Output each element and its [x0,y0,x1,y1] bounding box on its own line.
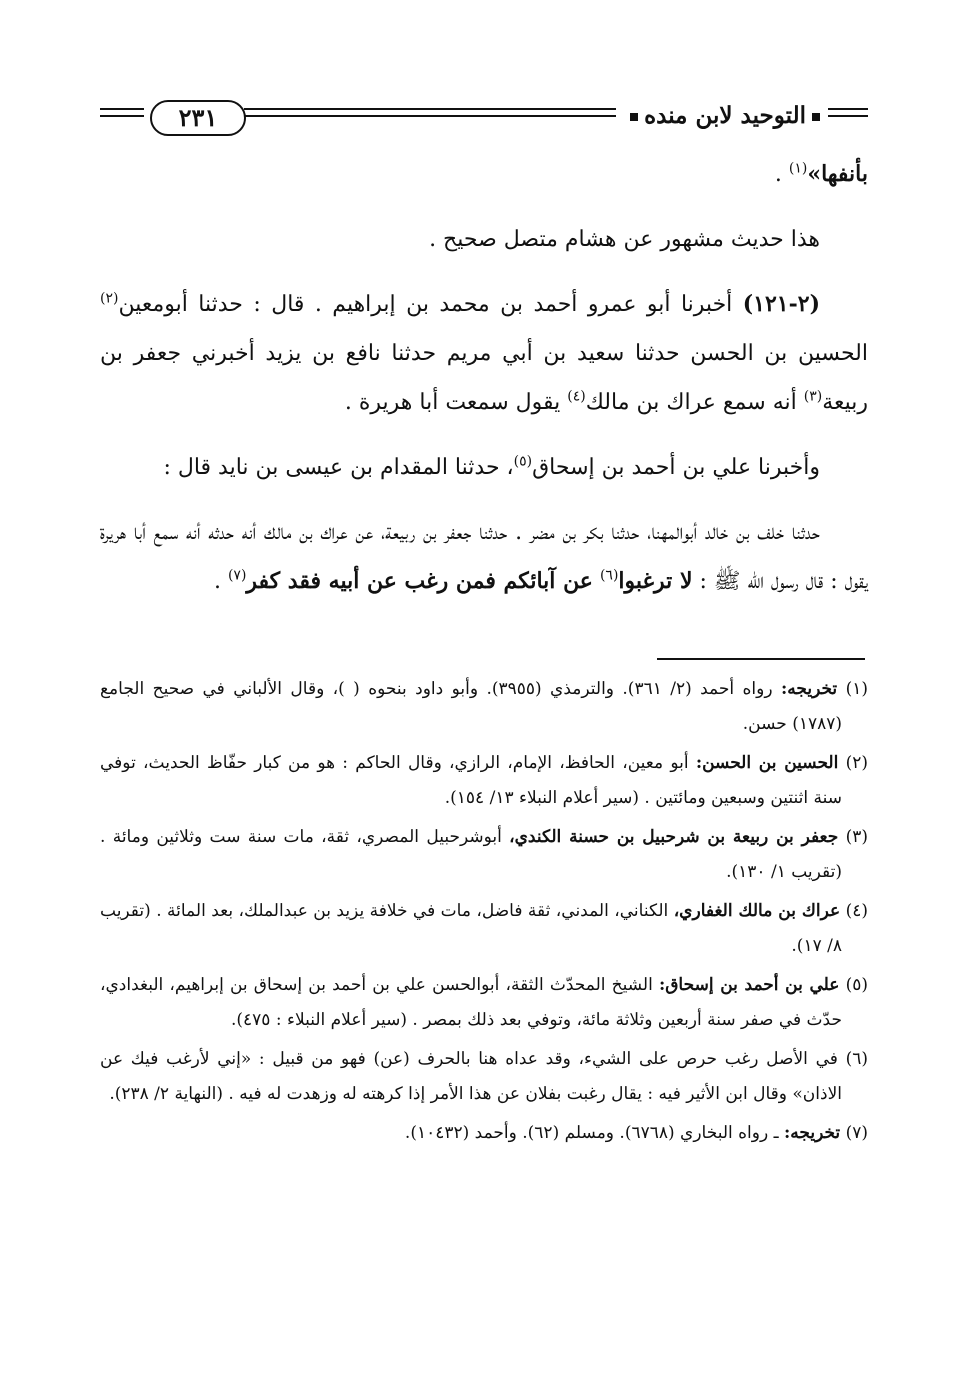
footnote-ref: (٢) [100,290,119,307]
footnote-number: (١) [845,679,868,699]
footnote-ref: (١) [788,160,808,177]
hadith-number: (٢-١٢١) [742,291,820,317]
footnote-3 [100,820,868,890]
footnote-label: جعفر بن ربيعة بن شرحبيل بن حسنة الكندي، [509,827,839,847]
footnote-ref: (٥) [513,453,533,470]
header-rule-right [828,108,868,110]
footnote-ref: (٤) [567,388,586,405]
paragraph-3 [100,280,868,427]
footnote-text: أبوشرحبيل المصري، ثقة، مات سنة ست وثلاثين ومائة . (تقريب ١/ ١٣٠). [100,827,842,882]
running-header [100,96,868,140]
footnote-2 [100,746,868,816]
paragraph-4 [100,443,868,492]
period: . [213,569,221,594]
footnote-ref: (٧) [227,567,247,584]
header-rule-left [100,108,144,110]
footnote-6 [100,1042,868,1112]
text: أنه سمع عراك بن مالك [585,390,797,415]
paragraph-2: هذا حديث مشهور عن هشام متصل صحيح . [429,227,820,252]
paragraph-1 [100,150,868,199]
header-rule-left-2 [100,115,144,117]
footnote-5 [100,968,868,1038]
footnote-label: علي بن أحمد بن إسحاق: [658,975,840,995]
footnote-1 [100,672,868,742]
footnote-text: ـ رواه البخاري (٦٧٦٨). ومسلم (٦٢). وأحمد (١٠٤٣٢). [404,1123,779,1143]
footnote-number: (٢) [845,753,868,773]
text: حدثنا خلف بن خالد أبوالمهنا، حدثنا بكر بن مضر . حدثنا جعفر بن ربيعة، عن عراك بن مالك أنه حدثه أنه سمع أبا هريرة يقول : قال رسول الله ﷺ : [100,520,868,594]
footnote-ref: (٣) [803,388,823,405]
footnotes [100,672,868,1155]
footnote-label: تخريجه: [780,679,838,699]
footnote-separator [657,658,865,660]
footnote-number: (٣) [845,827,868,847]
hadith-text: لا ترغبوا [618,568,693,594]
footnote-text: الكناني، المدني، ثقة فاضل، مات في خلافة يزيد بن عبدالملك، بعد المائة . (تقريب ٨/ ١٧). [100,901,842,956]
text: الحسين بن الحسن حدثنا سعيد بن أبي مريم حدثنا نافع بن يزيد أخبرني جعفر بن ربيعة [100,341,868,415]
footnote-text: في الأصل رغب حرص على الشيء، وقد عداه هنا بالحرف (عن) فهو من قبيل : «إني لأرغب فيك عن الاذان» وقال ابن الأثير فيه : يقال رغبت بفلان عن هذا الأمر إذا كرهته له وزهدت له فيه . (النهاية ٢/ ٢٣٨). [100,1049,842,1104]
footnote-number: (٥) [845,975,869,995]
footnote-label: تخريجه: [783,1123,841,1143]
book-title-text: التوحيد لابن منده [644,102,806,129]
footnote-number: (٧) [845,1123,868,1143]
text: ، حدثنا المقدام بن عيسى بن نايد قال : [163,455,514,480]
text: أخبرنا أبو عمرو أحمد بن محمد بن إبراهيم . قال : حدثنا أبومعين [118,292,733,317]
footnote-text: أبو معين، الحافظ، الإمام، الرازي، وقال الحاكم : هو من كبار حفّاظ الحديث، توفي سنة اثنتين وسبعين ومائتين . (سير أعلام النبلاء ١٣/ ١٥٤). [100,753,842,808]
footnote-ref: (٦) [599,567,619,584]
footnote-7 [100,1116,868,1151]
hadith-text: عن آبائكم فمن رغب عن أبيه فقد كفر [246,568,593,594]
footnote-number: (٦) [845,1049,868,1069]
paragraph-5 [100,508,868,606]
footnote-label: عراك بن مالك الغفاري، [673,901,841,921]
footnote-number: (٤) [845,901,868,921]
header-rule-right-2 [828,115,868,117]
book-title [616,98,826,134]
footnote-4 [100,894,868,964]
header-rule-middle [244,108,618,110]
header-rule-middle-2 [244,115,618,117]
footnote-text: الشيخ المحدّث الثقة، أبوالحسن علي بن أحمد بن إسحاق بن إبراهيم، البغدادي، حدّث في صفر سنة أربعين وثلاثة مائة، وتوفي بعد ذلك بمصر . (سير أعلام النبلاء : ٤٧٥). [100,975,842,1030]
quote-end: بأنفها» [807,161,868,187]
main-text [100,150,868,606]
footnote-text: رواه أحمد (٢/ ٣٦١). والترمذي (٣٩٥٥). وأبو داود بنحوه ( )، وقال الألباني في صحيح الجامع (١٧٨٧) حسن. [100,679,842,734]
page-number: ٢٣١ [150,100,246,136]
text: يقول سمعت أبا هريرة . [344,390,561,415]
text: وأخبرنا علي بن أحمد بن إسحاق [532,455,820,480]
square-bullet-icon [630,113,638,121]
footnote-label: الحسين بن الحسن: [695,753,839,773]
period: . [774,162,782,187]
square-bullet-icon [812,113,820,121]
